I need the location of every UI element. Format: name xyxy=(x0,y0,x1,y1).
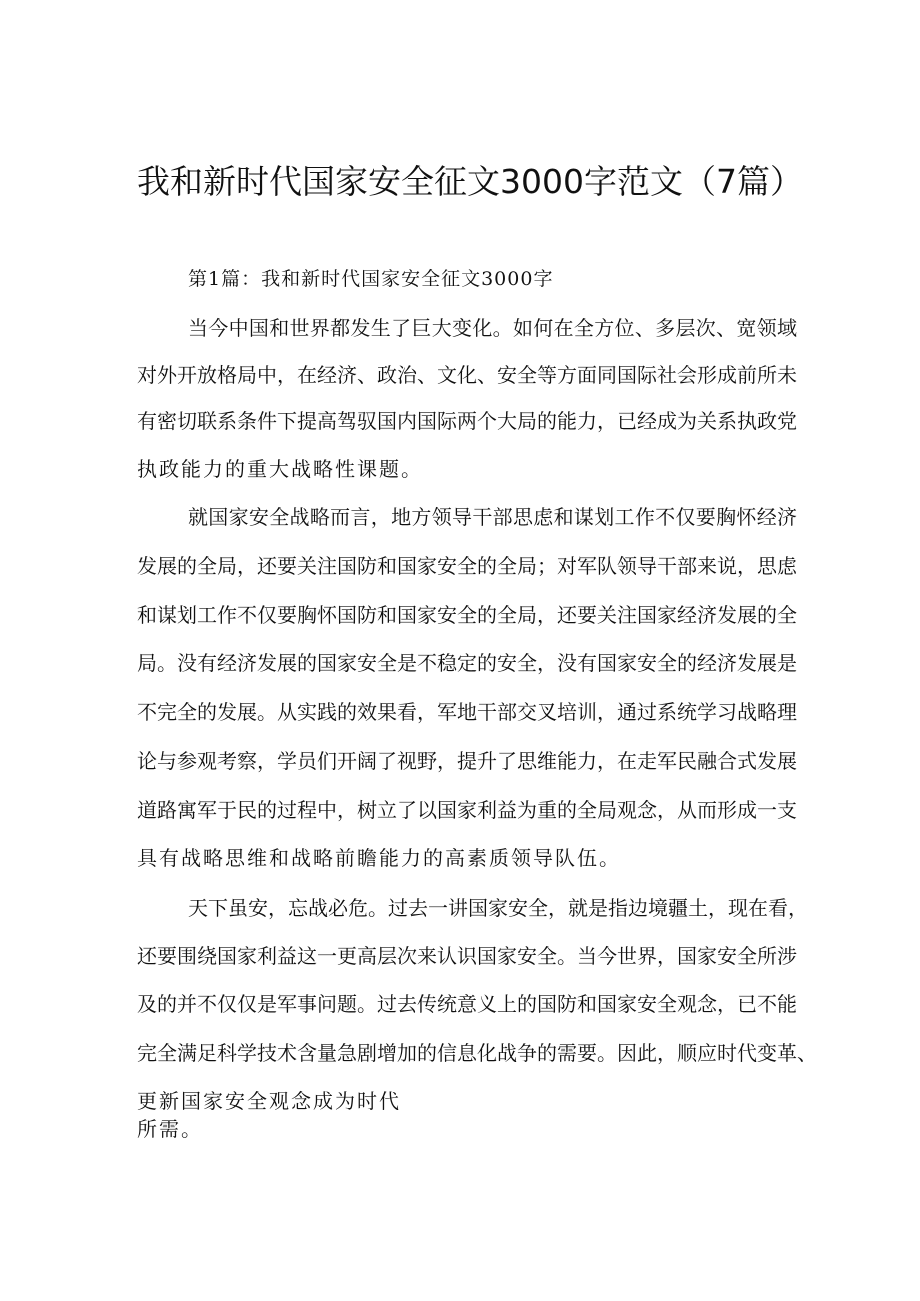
paragraph-3-line-3: 及的并不仅仅是军事问题。过去传统意义上的国防和国家安全观念，已不能 xyxy=(137,992,797,1016)
paragraph-2-line-5: 不完全的发展。从实践的效果看，军地干部交叉培训，通过系统学习战略理 xyxy=(137,700,797,724)
paragraph-1-line-3: 有密切联系条件下提高驾驭国内国际两个大局的能力，已经成为关系执政党 xyxy=(137,409,797,433)
paragraph-3-line-2: 还要围绕国家利益这一更高层次来认识国家安全。当今世界，国家安全所涉 xyxy=(137,944,797,968)
paragraph-3-line-5: 更新国家安全观念成为时代 xyxy=(137,1089,401,1113)
document-title: 我和新时代国家安全征文3000字范文（7篇） xyxy=(137,162,803,201)
paragraph-2-line-3: 和谋划工作不仅要胸怀国防和国家安全的全局，还要关注国家经济发展的全 xyxy=(137,603,797,627)
paragraph-2-line-2: 发展的全局，还要关注国防和国家安全的全局；对军队领导干部来说，思虑 xyxy=(137,554,797,578)
paragraph-3-line-1: 天下虽安，忘战必危。过去一讲国家安全，就是指边境疆土，现在看， xyxy=(188,896,808,920)
paragraph-2-line-4: 局。没有经济发展的国家安全是不稳定的安全，没有国家安全的经济发展是 xyxy=(137,651,797,675)
paragraph-1-line-4: 执政能力的重大战略性课题。 xyxy=(137,457,423,481)
paragraph-2-line-8: 具有战略思维和战略前瞻能力的高素质领导队伍。 xyxy=(137,846,621,870)
paragraph-3-line-4: 完全满足科学技术含量急剧增加的信息化战争的需要。因此，顺应时代变革、 xyxy=(137,1041,817,1065)
section-heading: 第1篇：我和新时代国家安全征文3000字 xyxy=(188,268,554,290)
paragraph-3-line-6: 所需。 xyxy=(137,1117,203,1141)
paragraph-1-line-1: 当今中国和世界都发生了巨大变化。如何在全方位、多层次、宽领域 xyxy=(188,316,797,340)
paragraph-2-line-7: 道路寓军于民的过程中，树立了以国家利益为重的全局观念，从而形成一支 xyxy=(137,798,797,822)
paragraph-1-line-2: 对外开放格局中，在经济、政治、文化、安全等方面同国际社会形成前所未 xyxy=(137,363,797,387)
paragraph-2-line-1: 就国家安全战略而言，地方领导干部思虑和谋划工作不仅要胸怀经济 xyxy=(188,505,797,529)
paragraph-2-line-6: 论与参观考察，学员们开阔了视野，提升了思维能力，在走军民融合式发展 xyxy=(137,749,797,773)
